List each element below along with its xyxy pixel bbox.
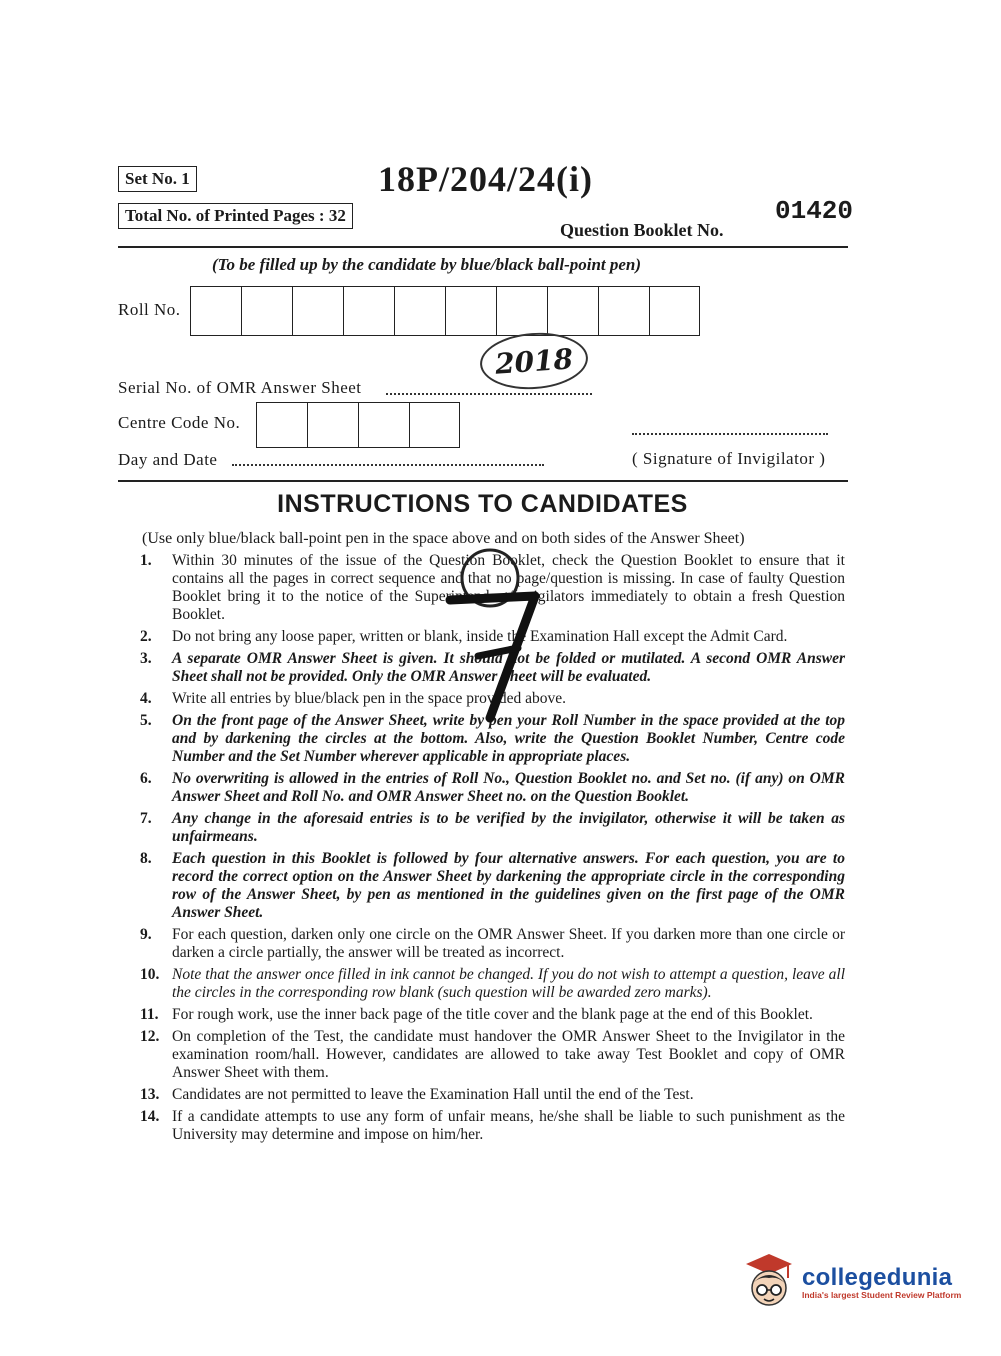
signature-label: ( Signature of Invigilator ) <box>632 449 826 468</box>
roll-number-grid[interactable] <box>190 286 700 336</box>
booklet-number-label: Question Booklet No. <box>560 220 724 240</box>
roll-cell[interactable] <box>496 286 547 336</box>
handwritten-year: 2018 <box>478 329 590 392</box>
roll-cell[interactable] <box>598 286 649 336</box>
roll-cell[interactable] <box>445 286 496 336</box>
brand-name: collegedunia <box>802 1264 953 1291</box>
roll-cell[interactable] <box>547 286 598 336</box>
list-item: 10. Note that the answer once filled in ink cannot be changed. If you do not wish to attempt a question, leave all the circles in the corresponding row blank (such question will be awarded zero marks). <box>140 966 845 1001</box>
centre-code-cell[interactable] <box>307 402 358 448</box>
total-pages-box: Total No. of Printed Pages : 32 <box>118 203 353 229</box>
roll-cell[interactable] <box>241 286 292 336</box>
omr-serial-label: Serial No. of OMR Answer Sheet <box>118 378 362 397</box>
centre-code-cell[interactable] <box>256 402 307 448</box>
centre-code-cell[interactable] <box>358 402 409 448</box>
list-item: 11. For rough work, use the inner back page of the title cover and the blank page at the end of this Booklet. <box>140 1006 813 1023</box>
omr-serial-field[interactable] <box>386 393 592 395</box>
collegedunia-logo <box>742 1252 961 1312</box>
list-item: 12. On completion of the Test, the candidate must handover the OMR Answer Sheet to the Invigilator in the examination room/hall. However, candidates are allowed to take away Test Booklet and copy of OMR Answer Sheet with them. <box>140 1028 845 1081</box>
header-divider <box>118 246 848 248</box>
list-item: 13. Candidates are not permitted to leave the Examination Hall until the end of the Test. <box>140 1086 694 1103</box>
centre-code-cell[interactable] <box>409 402 460 448</box>
centre-code-label: Centre Code No. <box>118 413 241 432</box>
fill-note: (To be filled up by the candidate by blue/black ball-point pen) <box>212 255 642 274</box>
brand-tagline: India's largest Student Review Platform <box>802 1290 962 1300</box>
handwritten-seven <box>450 596 535 718</box>
roll-cell[interactable] <box>394 286 445 336</box>
roll-cell[interactable] <box>649 286 700 336</box>
roll-cell[interactable] <box>292 286 343 336</box>
list-item: 4. Write all entries by blue/black pen in the space provided above. <box>140 690 567 707</box>
roll-number-label: Roll No. <box>118 300 181 319</box>
instructions-intro: (Use only blue/black ball-point pen in the space above and on both sides of the Answer Sheet) <box>142 530 745 547</box>
list-item: 9. For each question, darken only one circle on the OMR Answer Sheet. If you darken more than one circle or darken a circle partially, the answer will be treated as incorrect. <box>140 926 845 961</box>
list-item: 2. Do not bring any loose paper, written or blank, inside the Examination Hall except the Admit Card. <box>140 628 788 645</box>
list-item: 3. A separate OMR Answer Sheet is given. It should not be folded or mutilated. A second OMR Answer Sheet shall not be provided. Only the OMR Answer Sheet will be evaluated. <box>140 650 845 685</box>
list-item: 8. Each question in this Booklet is followed by four alternative answers. For each question, you are to record the correct option on the Answer Sheet by darkening the appropriate circle in the corresponding row of the Answer Sheet, by pen as mentioned in the guidelines given on the first page of the OMR Answer Sheet. <box>140 850 845 921</box>
day-date-label: Day and Date <box>118 450 218 469</box>
roll-cell[interactable] <box>190 286 241 336</box>
set-number-box: Set No. 1 <box>118 166 197 192</box>
list-item: 7. Any change in the aforesaid entries is to be verified by the invigilator, otherwise it will be taken as unfairmeans. <box>140 810 845 845</box>
form-divider <box>118 480 848 482</box>
list-item: 14. If a candidate attempts to use any form of unfair means, he/she shall be liable to such punishment as the University may determine and impose on him/her. <box>140 1108 845 1143</box>
mascot-icon <box>742 1252 796 1312</box>
list-item: 5. On the front page of the Answer Sheet, write by pen your Roll Number in the space provided at the top and by darkening the circles at the bottom. Also, write the Question Booklet Number, Centre code Number and the Set Number wherever applicable in appropriate places. <box>140 712 845 765</box>
list-item: 1. Within 30 minutes of the issue of the Question Booklet, check the Question Booklet to ensure that it contains all the pages in correct sequence and that no page/question is missing. In case of faulty Question Booklet bring it to the notice of the Superintendent/Invigilators immediately to obtain a fresh Question Booklet. <box>140 552 845 623</box>
instructions-heading: INSTRUCTIONS TO CANDIDATES <box>277 490 688 518</box>
centre-code-grid[interactable] <box>256 402 460 448</box>
roll-cell[interactable] <box>343 286 394 336</box>
signature-line[interactable] <box>632 433 828 435</box>
day-date-field[interactable] <box>232 464 544 466</box>
handwritten-seven-mark <box>430 548 570 723</box>
list-item: 6. No overwriting is allowed in the entries of Roll No., Question Booklet no. and Set no. (if any) on OMR Answer Sheet and Roll No. and OMR Answer Sheet no. on the Question Booklet. <box>140 770 845 805</box>
booklet-number: 01420 <box>775 196 854 226</box>
paper-code: 18P/204/24(i) <box>378 159 593 199</box>
